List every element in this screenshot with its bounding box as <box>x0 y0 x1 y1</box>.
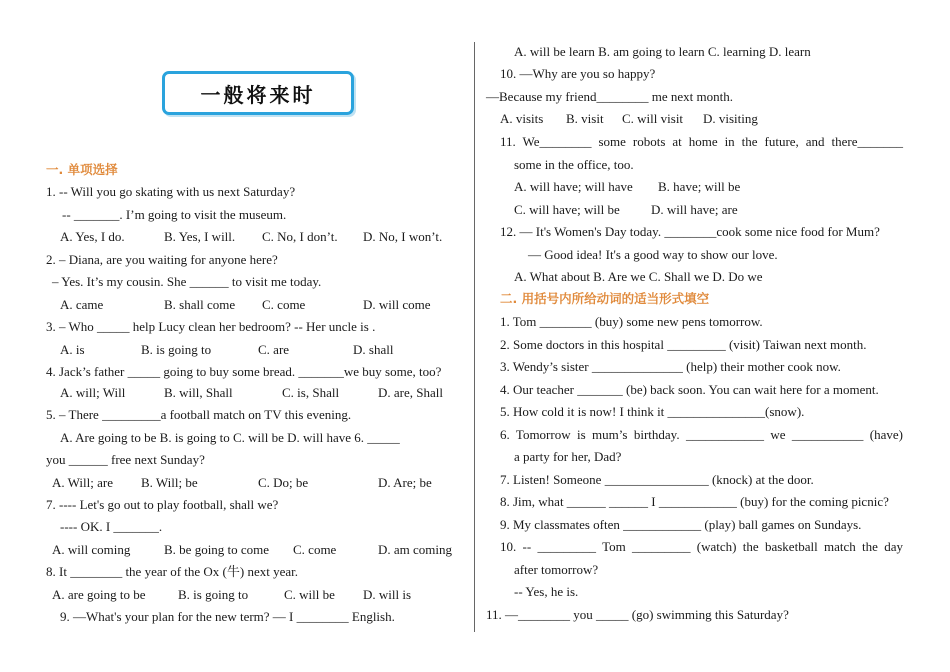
question-11-cont: some in the office, too. <box>514 157 634 172</box>
fill-10-cont: after tomorrow? <box>514 562 599 577</box>
question-6: you ______ free next Sunday? <box>46 452 205 467</box>
q10-option-a: A. visits <box>500 111 544 126</box>
q8-option-c: C. will be <box>284 587 335 602</box>
q1-option-d: D. No, I won’t. <box>363 229 443 244</box>
question-10-reply: —Because my friend________ me next month. <box>486 89 733 104</box>
q2-option-c: C. come <box>262 297 306 312</box>
fill-10: 10. -- _________ Tom _________ (watch) the basketball match the day <box>500 539 903 554</box>
q2-option-d: D. will come <box>363 297 431 312</box>
fill-1: 1. Tom ________ (buy) some new pens tomorrow. <box>500 314 763 329</box>
q2-option-a: A. came <box>60 297 104 312</box>
title-box <box>162 71 354 115</box>
q10-option-c: C. will visit <box>622 111 684 126</box>
q1-option-a: A. Yes, I do. <box>60 229 125 244</box>
question-1-reply: -- _______. I’m going to visit the museum. <box>62 207 287 222</box>
q8-option-d: D. will is <box>363 587 412 602</box>
q8-option-b: B. is going to <box>178 587 249 602</box>
page-title: 一般将来时 <box>200 82 316 107</box>
fill-6-cont: a party for her, Dad? <box>514 449 622 464</box>
q1-option-b: B. Yes, I will. <box>164 229 236 244</box>
q3-option-c: C. are <box>258 342 290 357</box>
question-1: 1. -- Will you go skating with us next Saturday? <box>46 184 296 199</box>
q4-option-c: C. is, Shall <box>282 385 340 400</box>
question-12: 12. — It's Women's Day today. ________cook some nice food for Mum? <box>500 224 880 239</box>
q11-option-c: C. will have; will be <box>514 202 620 217</box>
q6-option-b: B. Will; be <box>141 475 198 490</box>
question-4: 4. Jack’s father _____ going to buy some bread. _______we buy some, too? <box>46 364 442 379</box>
q5-options: A. Are going to be B. is going to C. will be D. will have 6. _____ <box>60 430 400 445</box>
fill-8: 8. Jim, what ______ ______ I ____________ (buy) for the coming picnic? <box>500 494 889 509</box>
fill-7: 7. Listen! Someone ________________ (knock) at the door. <box>500 472 814 487</box>
question-8: 8. It ________ the year of the Ox (牛) next year. <box>46 564 298 579</box>
question-5: 5. – There _________a football match on TV this evening. <box>46 407 352 422</box>
fill-6: 6. Tomorrow is mum’s birthday. ____________ we ___________ (have) <box>500 427 903 442</box>
section-heading-choice: 一. 单项选择 <box>46 162 118 177</box>
q4-option-a: A. will; Will <box>60 385 126 400</box>
q10-option-d: D. visiting <box>703 111 758 126</box>
q6-option-d: D. Are; be <box>378 475 432 490</box>
q8-option-a: A. are going to be <box>52 587 146 602</box>
q3-option-a: A. is <box>60 342 85 357</box>
fill-11: 11. —________ you _____ (go) swimming this Saturday? <box>486 607 789 622</box>
q12-options: A. What about B. Are we C. Shall we D. Do we <box>514 269 763 284</box>
fill-9: 9. My classmates often ____________ (play) ball games on Sundays. <box>500 517 862 532</box>
q11-option-a: A. will have; will have <box>514 179 633 194</box>
q11-option-d: D. will have; are <box>651 202 738 217</box>
fill-3: 3. Wendy’s sister ______________ (help) their mother cook now. <box>500 359 841 374</box>
q9-options: A. will be learn B. am going to learn C. learning D. learn <box>514 44 811 59</box>
q1-option-c: C. No, I don’t. <box>262 229 338 244</box>
q6-option-c: C. Do; be <box>258 475 309 490</box>
question-2: 2. – Diana, are you waiting for anyone here? <box>46 252 278 267</box>
q7-option-b: B. be going to come <box>164 542 270 557</box>
q7-option-d: D. am coming <box>378 542 453 557</box>
question-10: 10. —Why are you so happy? <box>500 66 656 81</box>
fill-2: 2. Some doctors in this hospital _________ (visit) Taiwan next month. <box>500 337 867 352</box>
question-3: 3. – Who _____ help Lucy clean her bedroom? -- Her uncle is . <box>46 319 376 334</box>
question-7: 7. ---- Let's go out to play football, shall we? <box>46 497 279 512</box>
column-divider <box>474 42 475 632</box>
q6-option-a: A. Will; are <box>52 475 113 490</box>
fill-4: 4. Our teacher _______ (be) back soon. You can wait here for a moment. <box>500 382 879 397</box>
q2-option-b: B. shall come <box>164 297 236 312</box>
question-11: 11. We________ some robots at home in the future, and there_______ <box>500 134 903 149</box>
fill-5: 5. How cold it is now! I think it _______________(snow). <box>500 404 805 419</box>
q10-option-b: B. visit <box>566 111 604 126</box>
question-12-reply: — Good idea! It's a good way to show our love. <box>528 247 778 262</box>
q7-option-c: C. come <box>293 542 337 557</box>
q3-option-b: B. is going to <box>141 342 212 357</box>
q3-option-d: D. shall <box>353 342 394 357</box>
q7-option-a: A. will coming <box>52 542 131 557</box>
question-9: 9. —What's your plan for the new term? — I ________ English. <box>60 609 395 624</box>
q4-option-b: B. will, Shall <box>164 385 233 400</box>
q11-option-b: B. have; will be <box>658 179 741 194</box>
question-2-reply: – Yes. It’s my cousin. She ______ to visit me today. <box>52 274 322 289</box>
q4-option-d: D. are, Shall <box>378 385 443 400</box>
fill-10-reply: -- Yes, he is. <box>514 584 579 599</box>
question-7-reply: ---- OK. I _______. <box>60 519 163 534</box>
section-heading-fill: 二. 用括号内所给动词的适当形式填空 <box>500 291 710 306</box>
